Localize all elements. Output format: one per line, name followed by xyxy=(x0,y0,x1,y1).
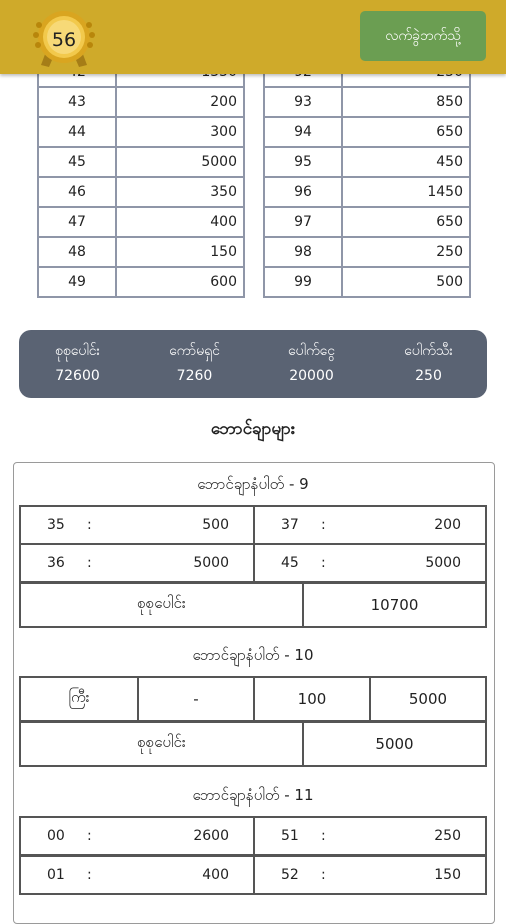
voucher-10-total-row xyxy=(19,721,487,767)
row-number: 99 xyxy=(264,267,342,297)
row-number: 97 xyxy=(264,207,342,237)
row-number: 43 xyxy=(38,87,116,117)
entry-separator: : xyxy=(320,517,326,533)
entry-amount: 250 xyxy=(434,828,461,844)
summary-paid-value: 20000 xyxy=(289,368,334,384)
entry-number: 45 xyxy=(280,555,299,571)
row-number: 93 xyxy=(264,87,342,117)
number-row xyxy=(38,87,244,117)
summary-total xyxy=(23,341,133,387)
row-number: 45 xyxy=(38,147,116,177)
row-number: 48 xyxy=(38,237,116,267)
number-row xyxy=(38,237,244,267)
app-header xyxy=(0,0,506,74)
row-amount: 150 xyxy=(116,237,244,267)
switch-view-button[interactable]: လက်ခွဲဘက်သို့ xyxy=(360,11,486,61)
entry-number: 51 xyxy=(280,828,299,844)
summary-winning-value: 250 xyxy=(415,368,442,384)
badge-number: 56 xyxy=(51,29,77,51)
summary-total-value: 72600 xyxy=(55,368,100,384)
entry-number: 36 xyxy=(47,555,65,571)
number-row xyxy=(264,207,470,237)
voucher-9-total-label: စုစုပေါင်း xyxy=(137,594,186,612)
entry-amount: 500 xyxy=(202,517,229,533)
voucher-11-row-1 xyxy=(19,816,487,856)
summary-winning-label: ပေါက်သီး xyxy=(404,343,453,359)
summary-commission-label: ကော်မရှင် xyxy=(169,343,220,359)
voucher-entry xyxy=(21,818,253,854)
entry-number: 35 xyxy=(47,517,65,533)
entry-separator: : xyxy=(320,555,326,571)
number-row xyxy=(264,87,470,117)
number-row xyxy=(264,267,470,297)
voucher-10-dash: - xyxy=(137,678,253,720)
entry-amount: 150 xyxy=(434,867,461,883)
row-amount: 300 xyxy=(116,117,244,147)
entry-amount: 400 xyxy=(202,867,229,883)
row-amount: 200 xyxy=(116,87,244,117)
summary-paid xyxy=(257,341,367,387)
numbers-table-right xyxy=(263,56,471,298)
number-row xyxy=(264,147,470,177)
row-amount: 250 xyxy=(342,237,470,267)
row-number: 44 xyxy=(38,117,116,147)
voucher-entry xyxy=(253,818,485,854)
entry-amount: 5000 xyxy=(425,555,461,571)
voucher-10-amount: 5000 xyxy=(369,678,485,720)
row-number: 46 xyxy=(38,177,116,207)
entry-separator: : xyxy=(320,867,326,883)
entry-amount: 200 xyxy=(434,517,461,533)
voucher-10-total-label: စုစုပေါင်း xyxy=(137,733,186,751)
row-number: 98 xyxy=(264,237,342,267)
row-number: 94 xyxy=(264,117,342,147)
row-amount: 650 xyxy=(342,207,470,237)
entry-separator: : xyxy=(87,555,92,571)
row-amount: 650 xyxy=(342,117,470,147)
row-amount: 350 xyxy=(116,177,244,207)
number-row xyxy=(38,207,244,237)
number-row xyxy=(264,117,470,147)
voucher-9-total-row xyxy=(19,582,487,628)
badge-medal-icon xyxy=(27,7,101,71)
voucher-entry xyxy=(21,545,253,581)
number-row xyxy=(38,147,244,177)
voucher-9-total-value: 10700 xyxy=(302,584,485,626)
entry-separator: : xyxy=(87,867,92,883)
numbers-table-left xyxy=(37,56,245,298)
vouchers-section-title: ဘောင်ချာများ xyxy=(210,419,296,439)
row-number: 49 xyxy=(38,267,116,297)
row-amount: 5000 xyxy=(116,147,244,177)
row-amount: 400 xyxy=(116,207,244,237)
summary-commission xyxy=(140,341,250,387)
voucher-11-title: ဘောင်ချာနံပါတ် - 11 xyxy=(192,786,314,804)
row-amount: 500 xyxy=(342,267,470,297)
voucher-entry xyxy=(21,857,253,893)
row-number: 47 xyxy=(38,207,116,237)
number-row xyxy=(38,117,244,147)
voucher-10-total-value: 5000 xyxy=(302,723,485,765)
row-number: 96 xyxy=(264,177,342,207)
entry-separator: : xyxy=(320,828,326,844)
voucher-10-count: 100 xyxy=(253,678,369,720)
voucher-entry xyxy=(21,507,253,543)
number-row xyxy=(38,177,244,207)
voucher-10-row xyxy=(19,676,487,722)
entry-amount: 2600 xyxy=(193,828,229,844)
voucher-9-title: ဘောင်ချာနံပါတ် - 9 xyxy=(197,475,309,493)
voucher-entry xyxy=(253,545,485,581)
entry-number: 52 xyxy=(280,867,299,883)
entry-number: 37 xyxy=(280,517,299,533)
summary-winning xyxy=(374,341,484,387)
entry-separator: : xyxy=(87,517,92,533)
summary-panel xyxy=(19,330,487,398)
voucher-10-title: ဘောင်ချာနံပါတ် - 10 xyxy=(192,646,314,664)
row-amount: 1450 xyxy=(342,177,470,207)
entry-amount: 5000 xyxy=(193,555,229,571)
summary-paid-label: ပေါက်ငွေ xyxy=(287,343,336,359)
voucher-9-row-2 xyxy=(19,543,487,583)
row-amount: 450 xyxy=(342,147,470,177)
voucher-entry xyxy=(253,857,485,893)
summary-commission-value: 7260 xyxy=(176,368,213,384)
number-row xyxy=(264,177,470,207)
voucher-11-row-2 xyxy=(19,855,487,895)
number-row xyxy=(38,267,244,297)
voucher-entry xyxy=(253,507,485,543)
voucher-9-row-1 xyxy=(19,505,487,545)
row-amount: 850 xyxy=(342,87,470,117)
number-row xyxy=(264,237,470,267)
entry-number: 01 xyxy=(47,867,65,883)
entry-separator: : xyxy=(87,828,92,844)
voucher-10-type: ကြီး xyxy=(68,688,90,706)
row-number: 95 xyxy=(264,147,342,177)
entry-number: 00 xyxy=(47,828,65,844)
row-amount: 600 xyxy=(116,267,244,297)
summary-total-label: စုစုပေါင်း xyxy=(54,343,101,359)
